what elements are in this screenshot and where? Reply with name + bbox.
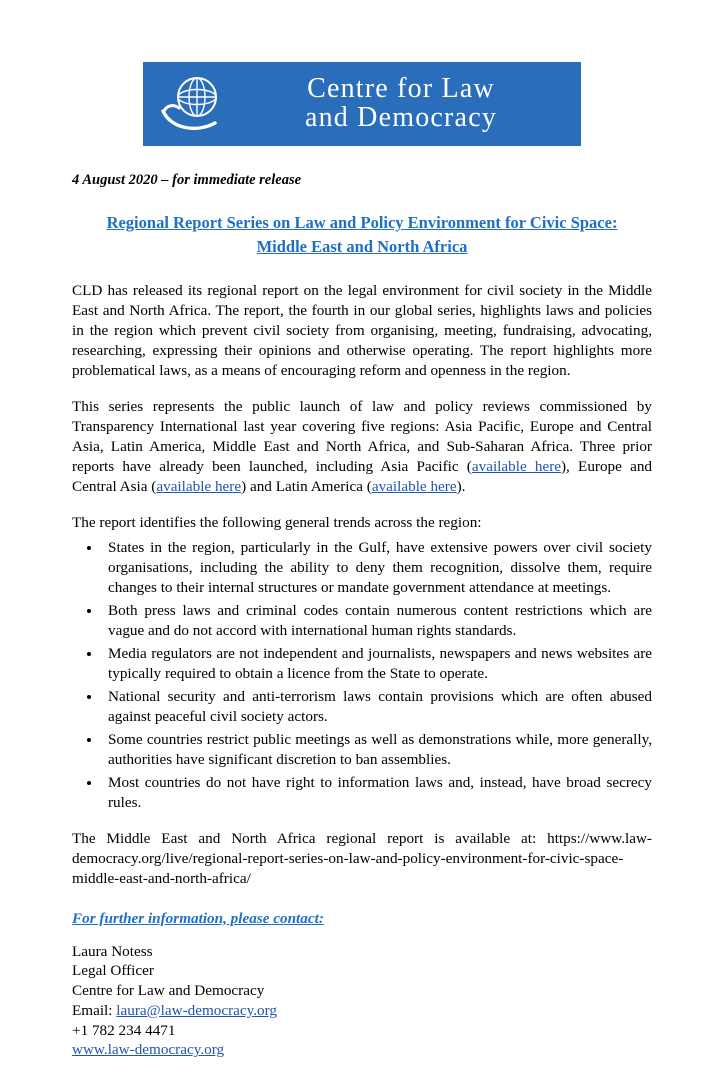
contact-name: Laura Notess bbox=[72, 942, 153, 960]
document-page bbox=[0, 62, 724, 1086]
series-text-part-4: ). bbox=[456, 478, 466, 496]
asia-pacific-report-link[interactable]: available here bbox=[471, 458, 561, 476]
dateline: 4 August 2020 – for immediate release bbox=[72, 172, 302, 188]
intro-paragraph: CLD has released its regional report on the legal environment for civil society in the Middle East and North Africa. The report, the fourth in our global series, highlights laws and policies in the region which prevent civil society from organising, meeting, fundraising, advocating, researching, expressing their opinions and otherwise operating. The report highlights more problematical laws, as a means of encouraging reform and openness in the region. bbox=[72, 281, 652, 380]
list-item: • Both press laws and criminal codes contain numerous content restrictions which are vague and do not accord with international human rights standards. bbox=[102, 601, 652, 641]
globe-in-hand-icon bbox=[157, 67, 231, 141]
contact-block bbox=[72, 942, 652, 1061]
logo-wordmark bbox=[231, 75, 581, 132]
europe-central-asia-report-link[interactable]: available here bbox=[156, 478, 242, 496]
latin-america-report-link[interactable]: available here bbox=[371, 478, 457, 496]
page-title-line-2: Middle East and North Africa bbox=[256, 236, 468, 256]
page-title-line-1: Regional Report Series on Law and Policy Environment for Civic Space: bbox=[106, 213, 618, 232]
contact-email-line bbox=[72, 1001, 652, 1021]
series-text-part-2: ), Europe and Central Asia ( bbox=[72, 458, 653, 496]
list-item: • Some countries restrict public meetings as well as demonstrations while, more generally, authorities have significant discretion to ban assemblies. bbox=[102, 730, 652, 770]
contact-email-link[interactable]: laura@law-democracy.org bbox=[116, 1001, 278, 1019]
list-item: • Most countries do not have right to information laws and, instead, have broad secrecy rules. bbox=[102, 773, 652, 813]
contact-email-label: Email: bbox=[72, 1001, 113, 1019]
list-item: • States in the region, particularly in the Gulf, have extensive powers over civil society organisations, including the ability to deny them recognition, dissolve them, require changes to their internal structures or mandate government attendance at meetings. bbox=[102, 538, 652, 598]
list-item: • National security and anti-terrorism laws contain provisions which are often abused against peaceful civil society actors. bbox=[102, 687, 652, 727]
contact-phone: +1 782 234 4471 bbox=[72, 1021, 176, 1039]
organisation-logo-banner bbox=[143, 62, 581, 146]
series-text-part-3: ) and Latin America ( bbox=[241, 478, 372, 496]
page-title bbox=[72, 211, 652, 259]
report-availability-paragraph: The Middle East and North Africa regional report is available at: https://www.law-democracy.org/live/regional-report-series-on-law-and-policy-environment-for-civic-space-middle-east-and-north-africa/ bbox=[72, 830, 652, 888]
contact-heading: For further information, please contact: bbox=[72, 909, 324, 927]
series-paragraph bbox=[72, 397, 652, 497]
logo-line-2: and Democracy bbox=[304, 102, 498, 133]
trends-list bbox=[72, 538, 652, 814]
list-item: • Media regulators are not independent and journalists, newspapers and news websites are typically required to obtain a licence from the State to operate. bbox=[102, 644, 652, 684]
logo-line-1: Centre for Law bbox=[307, 73, 495, 105]
contact-organisation: Centre for Law and Democracy bbox=[72, 982, 265, 1000]
trends-lead-paragraph: The report identifies the following general trends across the region: bbox=[72, 514, 482, 532]
series-text-part-1: This series represents the public launch of law and policy reviews commissioned by Transparency International last year covering five regions: Asia Pacific, Europe and Central Asia, Latin America, Middle East and North Africa, and Sub-Saharan Africa. Three prior reports have already been launched, including Asia Pacific ( bbox=[72, 398, 652, 476]
organisation-website-link[interactable]: www.law-democracy.org bbox=[72, 1041, 225, 1059]
contact-role: Legal Officer bbox=[72, 962, 154, 980]
